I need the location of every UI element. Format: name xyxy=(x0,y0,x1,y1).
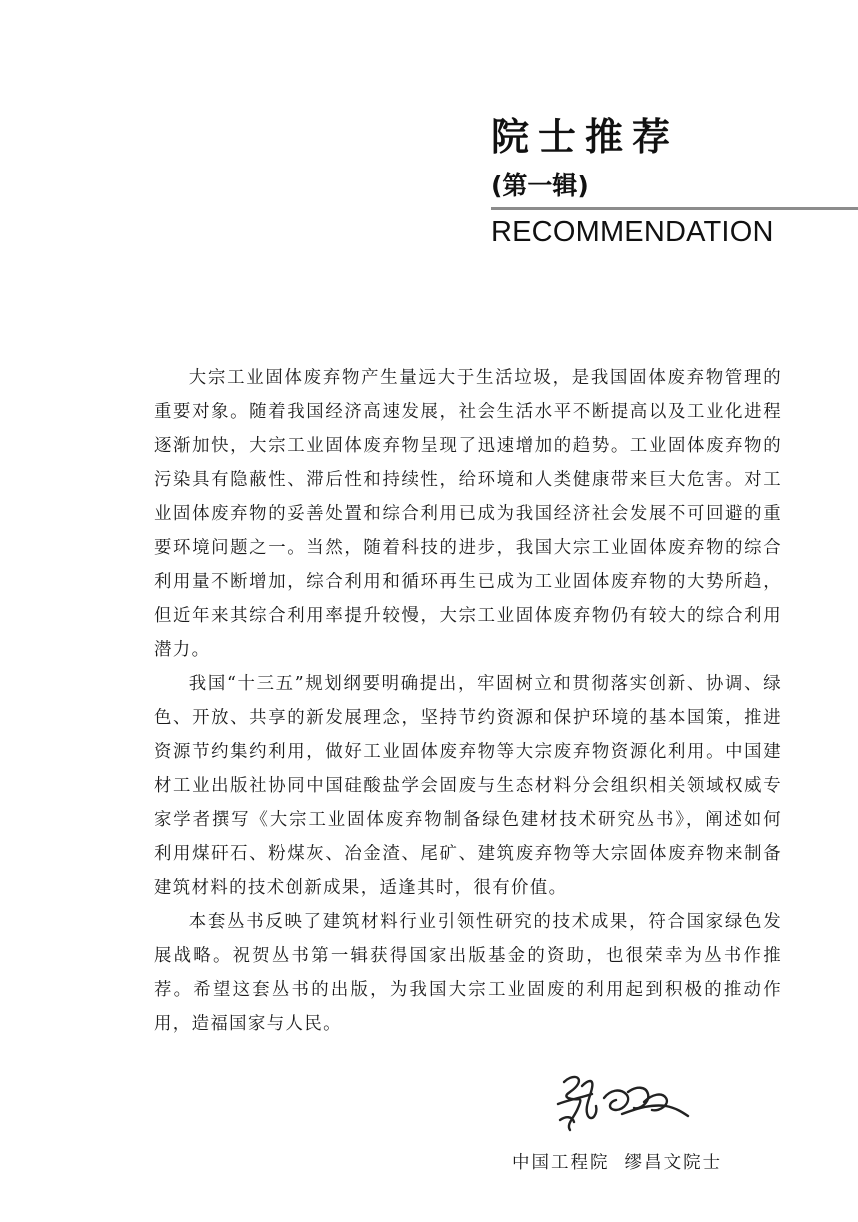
handwritten-signature xyxy=(548,1064,698,1144)
header-divider xyxy=(491,207,858,210)
paragraph-1: 大宗工业固体废弃物产生量远大于生活垃圾，是我国固体废弃物管理的重要对象。随着我国经济高速发展，社会生活水平不断提高以及工业化进程逐渐加快，大宗工业固体废弃物呈现了迅速增加的趋势。工业固体废弃物的污染具有隐蔽性、滞后性和持续性，给环境和人类健康带来巨大危害。对工业固体废弃物的妥善处置和综合利用已成为我国经济社会发展不可回避的重要环境问题之一。当然，随着科技的进步，我国大宗工业固体废弃物的综合利用量不断增加，综合利用和循环再生已成为工业固体废弃物的大势所趋，但近年来其综合利用率提升较慢，大宗工业固体废弃物仍有较大的综合利用潜力。 xyxy=(154,368,782,660)
page-subtitle: (第一辑) xyxy=(491,171,589,200)
header xyxy=(491,112,858,204)
page-title: 院士推荐 xyxy=(491,115,680,159)
english-title: RECOMMENDATION xyxy=(491,216,774,248)
body-text xyxy=(154,361,782,1041)
paragraph-2: 我国“十三五”规划纲要明确提出，牢固树立和贯彻落实创新、协调、绿色、开放、共享的新发展理念，坚持节约资源和保护环境的基本国策，推进资源节约集约利用，做好工业固体废弃物等大宗废弃物资源化利用。中国建材工业出版社协同中国硅酸盐学会固废与生态材料分会组织相关领域权威专家学者撰写《大宗工业固体废弃物制备绿色建材技术研究丛书》，阐述如何利用煤矸石、粉煤灰、冶金渣、尾矿、建筑废弃物等大宗固体废弃物来制备建筑材料的技术创新成果，适逢其时，很有价值。 xyxy=(154,674,782,898)
signer-name: 中国工程院 缪昌文院士 xyxy=(512,1153,723,1173)
paragraph-3: 本套丛书反映了建筑材料行业引领性研究的技术成果，符合国家绿色发展战略。祝贺丛书第一辑获得国家出版基金的资助，也很荣幸为丛书作推荐。希望这套丛书的出版，为我国大宗工业固废的利用起到积极的推动作用，造福国家与人民。 xyxy=(154,912,782,1034)
